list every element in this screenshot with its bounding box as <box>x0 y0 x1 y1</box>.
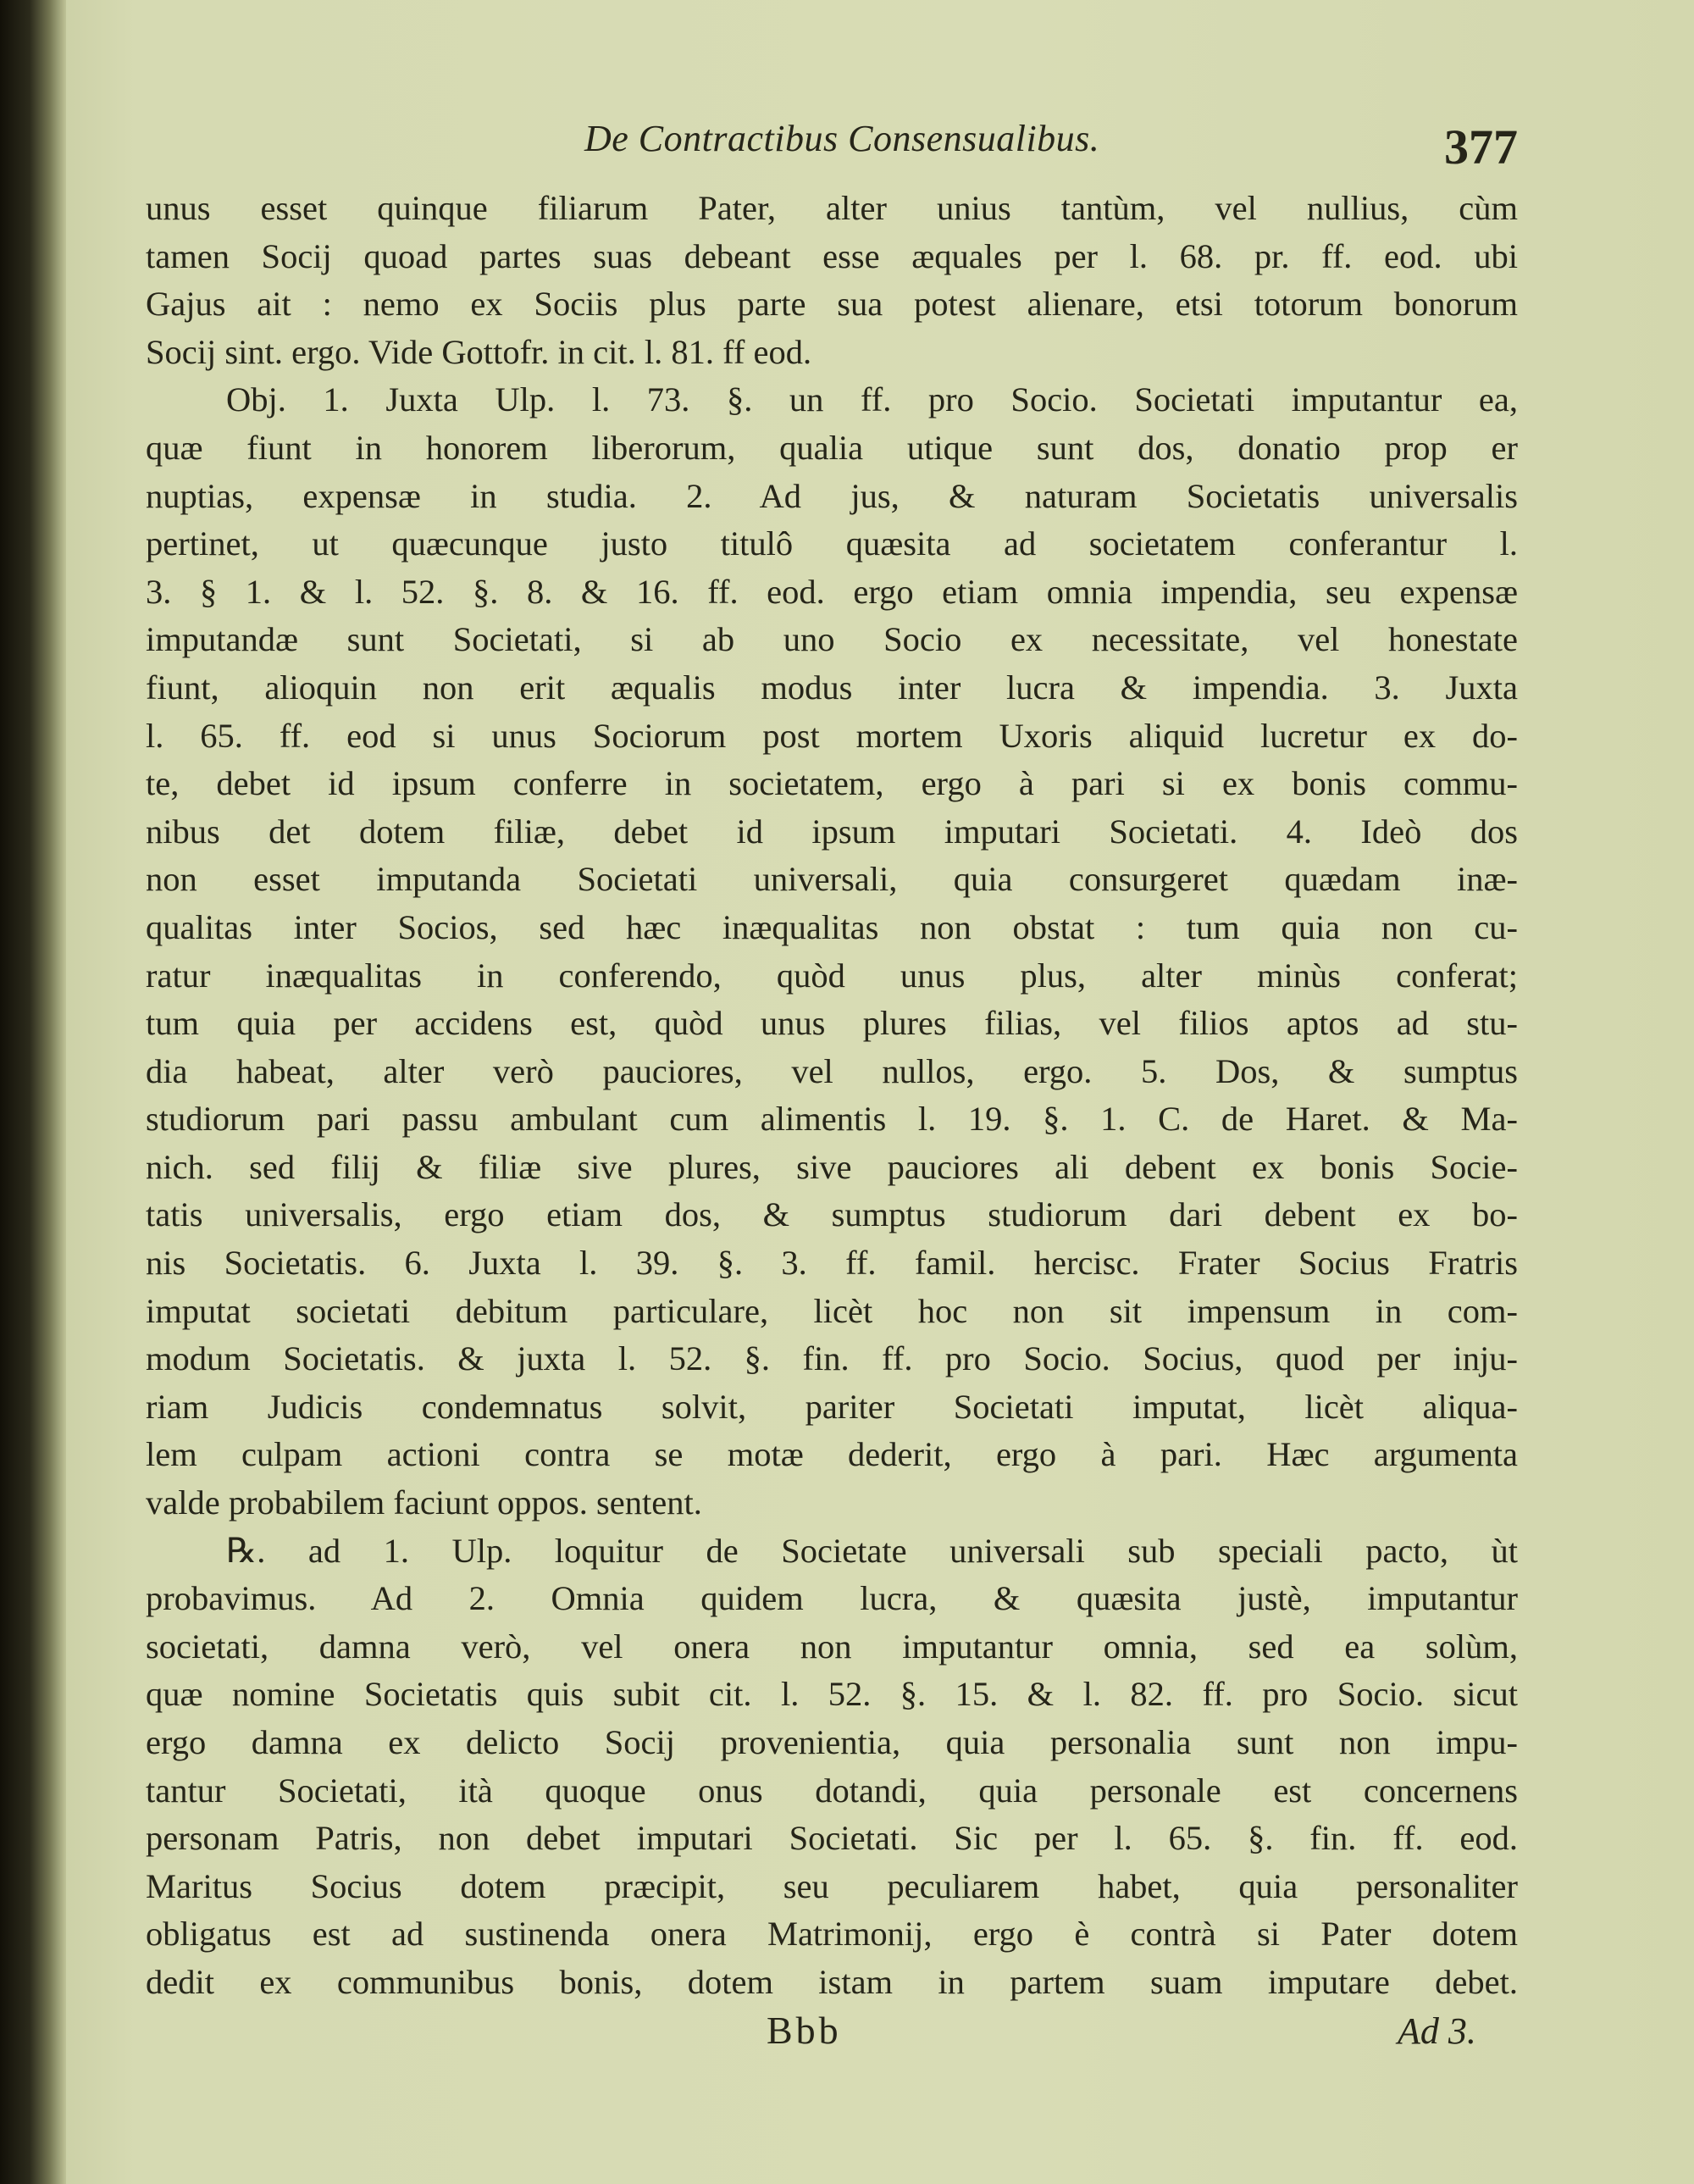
text-line: lem culpam actioni contra se motæ dederit, ergo à pari. Hæc argumenta <box>146 1435 1518 1474</box>
text-line: probavimus. Ad 2. Omnia quidem lucra, & quæsita justè, imputantur <box>146 1579 1518 1618</box>
text-line: Gajus ait : nemo ex Sociis plus parte sua potest alienare, etsi totorum bonorum <box>146 285 1518 324</box>
text-line: dia habeat, alter verò pauciores, vel nullos, ergo. 5. Dos, & sumptus <box>146 1051 1518 1090</box>
text-line: Socij sint. ergo. Vide Gottofr. in cit. l. 81. ff eod. <box>146 332 812 371</box>
text-line: qualitas inter Socios, sed hæc inæqualitas non obstat : tum quia non cu- <box>146 907 1518 946</box>
text-line: unus esset quinque filiarum Pater, alter unius tantùm, vel nullius, cùm <box>146 189 1518 227</box>
text-line: Obj. 1. Juxta Ulp. l. 73. §. un ff. pro Socio. Societati imputantur ea, <box>226 380 1518 419</box>
text-line: quæ nomine Societatis quis subit cit. l. 52. §. 15. & l. 82. ff. pro Socio. sicut <box>146 1675 1518 1714</box>
text-line: tantur Societati, ità quoque onus dotandi, quia personale est concernens <box>146 1771 1518 1810</box>
text-line: societati, damna verò, vel onera non imputantur omnia, sed ea solùm, <box>146 1627 1518 1666</box>
text-line: 3. § 1. & l. 52. §. 8. & 16. ff. eod. ergo etiam omnia impendia, seu expensæ <box>146 572 1518 611</box>
text-line: pertinet, ut quæcunque justo titulô quæsita ad societatem conferantur l. <box>146 524 1518 563</box>
page-number: 377 <box>1444 119 1518 175</box>
text-line: modum Societatis. & juxta l. 52. §. fin. ff. pro Socio. Socius, quod per inju- <box>146 1339 1518 1378</box>
text-line: l. 65. ff. eod si unus Sociorum post mortem Uxoris aliquid lucretur ex do- <box>146 716 1518 755</box>
text-line: non esset imputanda Societati universali, quia consurgeret quædam inæ- <box>146 860 1518 899</box>
text-line: riam Judicis condemnatus solvit, pariter Societati imputat, licèt aliqua- <box>146 1387 1518 1426</box>
text-line: Maritus Socius dotem præcipit, seu peculiarem habet, quia personaliter <box>146 1866 1518 1905</box>
text-line: nuptias, expensæ in studia. 2. Ad jus, & naturam Societatis universalis <box>146 476 1518 515</box>
book-spine-shadow <box>0 0 66 2184</box>
running-title: De Contractibus Consensualibus. <box>584 118 1100 159</box>
text-line: tum quia per accidens est, quòd unus plures filias, vel filios aptos ad stu- <box>146 1004 1518 1043</box>
text-line: imputat societati debitum particulare, licèt hoc non sit impensum in com- <box>146 1291 1518 1330</box>
text-line: ℞. ad 1. Ulp. loquitur de Societate universali sub speciali pacto, ùt <box>226 1531 1518 1570</box>
text-line: valde probabilem faciunt oppos. sentent. <box>146 1483 702 1522</box>
text-line: ratur inæqualitas in conferendo, quòd unus plus, alter minùs conferat; <box>146 956 1518 995</box>
text-line: fiunt, alioquin non erit æqualis modus inter lucra & impendia. 3. Juxta <box>146 668 1518 707</box>
text-line: nich. sed filij & filiæ sive plures, sive pauciores ali debent ex bonis Socie- <box>146 1147 1518 1186</box>
text-line: nibus det dotem filiæ, debet id ipsum imputari Societati. 4. Ideò dos <box>146 812 1518 851</box>
signature-mark: Bbb <box>767 2009 842 2052</box>
body-text <box>146 185 1518 2007</box>
text-line: te, debet id ipsum conferre in societatem, ergo à pari si ex bonis commu- <box>146 764 1518 803</box>
text-line: nis Societatis. 6. Juxta l. 39. §. 3. ff. famil. hercisc. Frater Socius Fratris <box>146 1244 1518 1283</box>
text-line: ergo damna ex delicto Socij provenientia, quia personalia sunt non impu- <box>146 1723 1518 1761</box>
text-line: imputandæ sunt Societati, si ab uno Socio ex necessitate, vel honestate <box>146 620 1518 659</box>
text-line: tatis universalis, ergo etiam dos, & sumptus studiorum dari debent ex bo- <box>146 1195 1518 1234</box>
text-line: obligatus est ad sustinenda onera Matrimonij, ergo è contrà si Pater dotem <box>146 1915 1518 1954</box>
text-line: dedit ex communibus bonis, dotem istam in partem suam imputare debet. <box>146 1962 1518 2001</box>
text-line: personam Patris, non debet imputari Societati. Sic per l. 65. §. fin. ff. eod. <box>146 1819 1518 1858</box>
text-line: studiorum pari passu ambulant cum alimentis l. 19. §. 1. C. de Haret. & Ma- <box>146 1100 1518 1139</box>
text-line: tamen Socij quoad partes suas debeant esse æquales per l. 68. pr. ff. eod. ubi <box>146 236 1518 275</box>
catchword: Ad 3. <box>1398 2010 1476 2052</box>
text-line: quæ fiunt in honorem liberorum, qualia utique sunt dos, donatio prop er <box>146 428 1518 467</box>
